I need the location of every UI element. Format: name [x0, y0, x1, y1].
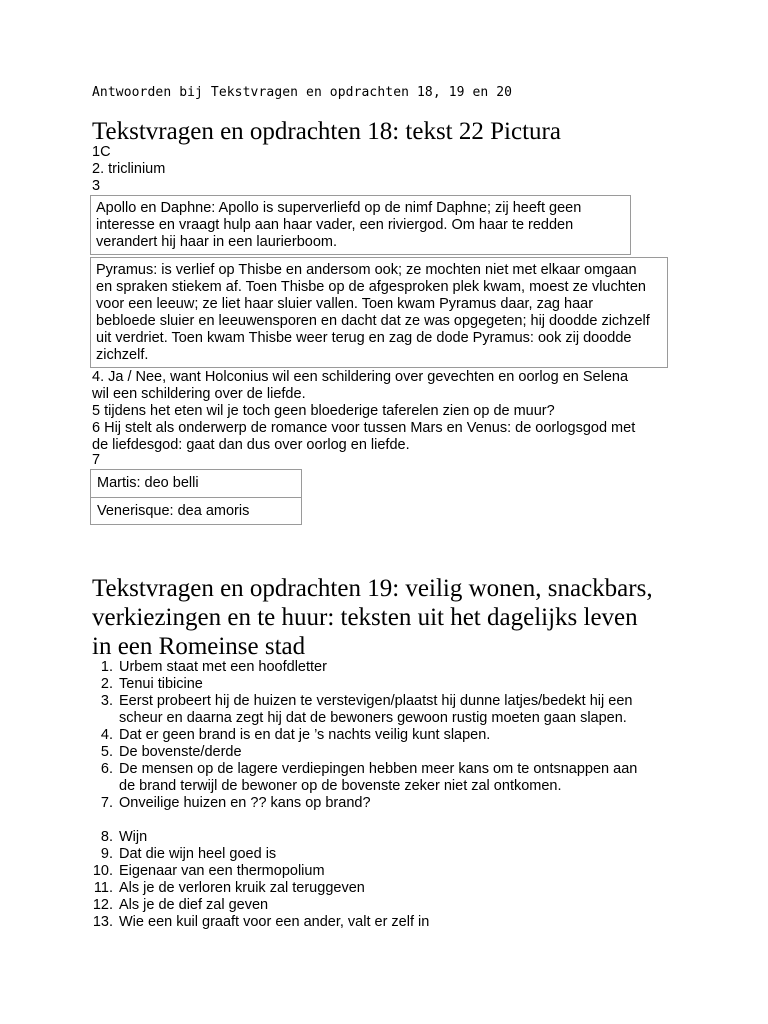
list-text: Als je de dief zal geven: [119, 897, 269, 913]
list-text: De bovenste/derde: [119, 744, 242, 760]
answer-7-table: [90, 469, 302, 525]
list-number: 8.: [100, 829, 113, 845]
box-pyramus-text: Pyramus: is verlief op Thisbe en andersom ook; ze mochten niet met elkaar omgaan en spraken stiekem af. Toen Thisbe op de afgesproken plek kwam, moest ze vluchten voor een leeuw; ze liet haar sluier vallen. Toen kwam Pyramus daar, zag haar bebloede sluier en leeuwensporen en dacht dat ze was opgegeten; hij doodde zichzelf uit verdriet. Toen kwam Thisbe weer terug en zag de dode Pyramus: ook zij doodde zichzelf.: [96, 262, 650, 363]
intro-line: Antwoorden bij Tekstvragen en opdrachten 18, 19 en 20: [92, 85, 513, 100]
list-text: Eerst probeert hij de huizen te verstevigen/plaatst hij dunne latjes/bedekt hij een scheur en daarna zegt hij dat de bewoners gewoon rustig moeten gaan slapen.: [119, 693, 633, 726]
list-number: 11.: [93, 880, 113, 896]
list-item: [92, 897, 637, 914]
list-item: [92, 744, 637, 761]
list-text: Wie een kuil graaft voor een ander, valt er zelf in: [119, 914, 430, 930]
section-19-answers: [92, 659, 637, 931]
answer-3-label: 3: [92, 178, 101, 194]
list-number: 6.: [100, 761, 113, 777]
list-text: Tenui tibicine: [119, 676, 203, 692]
answer-4-line2: wil een schildering over de liefde.: [92, 386, 306, 402]
list-text: Als je de verloren kruik zal teruggeven: [119, 880, 365, 896]
list-item: [92, 829, 637, 846]
answer-2: 2. triclinium: [92, 161, 166, 177]
list-number: 1.: [100, 659, 113, 675]
answer-1: 1C: [92, 144, 111, 160]
list-number: 10.: [92, 863, 113, 879]
answer-6-line1: 6 Hij stelt als onderwerp de romance voor tussen Mars en Venus: de oorlogsgod met: [92, 420, 636, 436]
table-cell: Venerisque: dea amoris: [91, 497, 301, 524]
list-number: 3.: [100, 693, 113, 709]
list-number: 4.: [100, 727, 113, 743]
list-number: 12.: [92, 897, 113, 913]
section-18-title: Tekstvragen en opdrachten 18: tekst 22 Pictura: [92, 118, 561, 145]
list-number: 2.: [100, 676, 113, 692]
answer-7-label: 7: [92, 452, 101, 468]
list-item: [92, 761, 637, 795]
box-apollo-text: Apollo en Daphne: Apollo is superverliefd op de nimf Daphne; zij heeft geen interesse en vraagt hulp aan haar vader, een riviergod. Om haar te redden verandert hij haar in een laurierboom.: [96, 200, 582, 250]
list-text: De mensen op de lagere verdiepingen hebben meer kans om te ontsnappen aan de brand terwijl de bewoner op de bovenste zeker niet zal ontkomen.: [119, 761, 638, 794]
answer-5: 5 tijdens het eten wil je toch geen bloederige taferelen zien op de muur?: [92, 403, 555, 419]
list-item: [92, 676, 637, 693]
section-19-title-line2: verkiezingen en te huur: teksten uit het dagelijks leven: [92, 604, 638, 631]
list-number: 9.: [100, 846, 113, 862]
section-19-title-line3: in een Romeinse stad: [92, 633, 306, 660]
list-text: Onveilige huizen en ?? kans op brand?: [119, 795, 371, 811]
list-item: [92, 846, 637, 863]
answer-3-box-apollo: [90, 195, 631, 255]
section-19-title-line1: Tekstvragen en opdrachten 19: veilig wonen, snackbars,: [92, 575, 653, 602]
list-number: 13.: [92, 914, 113, 930]
list-item: [92, 914, 637, 931]
list-text: Eigenaar van een thermopolium: [119, 863, 325, 879]
answer-6-line2: de liefdesgod: gaat dan dus over oorlog en liefde.: [92, 437, 410, 453]
answer-4-line1: 4. Ja / Nee, want Holconius wil een schildering over gevechten en oorlog en Selena: [92, 369, 629, 385]
list-text: Dat er geen brand is en dat je ’s nachts veilig kunt slapen.: [119, 727, 491, 743]
list-item: [92, 795, 637, 812]
list-text: Dat die wijn heel goed is: [119, 846, 277, 862]
list-item: [92, 880, 637, 897]
list-text: Wijn: [119, 829, 148, 845]
list-item: [92, 863, 637, 880]
list-number: 5.: [100, 744, 113, 760]
list-number: 7.: [100, 795, 113, 811]
list-item: [92, 693, 637, 727]
answer-3-box-pyramus: [90, 257, 668, 368]
list-text: Urbem staat met een hoofdletter: [119, 659, 327, 675]
list-item: [92, 727, 637, 744]
list-item: [92, 659, 637, 676]
table-cell: Martis: deo belli: [97, 475, 199, 491]
